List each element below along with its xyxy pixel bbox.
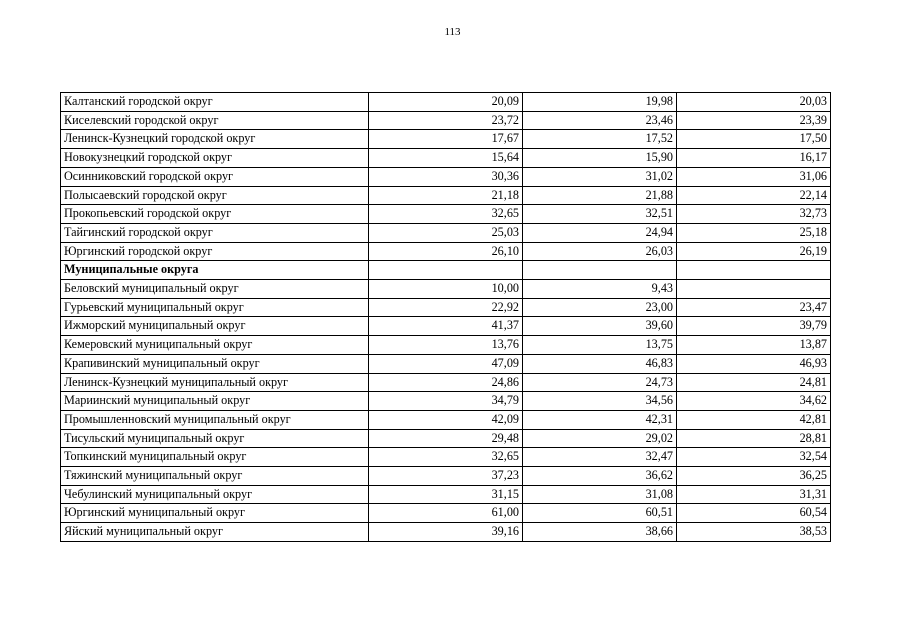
table-row — [61, 186, 831, 205]
row-value-cell: 38,53 — [677, 523, 831, 542]
page-number: 113 — [444, 26, 461, 38]
table-row — [61, 205, 831, 224]
row-value-cell: 24,94 — [523, 223, 677, 242]
row-value-cell: 26,19 — [677, 242, 831, 261]
row-name-cell: Прокопьевский городской округ — [61, 205, 369, 224]
row-name-cell: Ленинск-Кузнецкий городской округ — [61, 130, 369, 149]
row-value-cell: 32,51 — [523, 205, 677, 224]
row-value-cell: 47,09 — [369, 354, 523, 373]
row-value-cell: 23,46 — [523, 111, 677, 130]
table-row — [61, 523, 831, 542]
table-row — [61, 354, 831, 373]
row-value-cell: 24,86 — [369, 373, 523, 392]
row-value-cell — [677, 261, 831, 280]
row-value-cell: 36,62 — [523, 467, 677, 486]
row-name-cell: Осинниковский городской округ — [61, 167, 369, 186]
table-row — [61, 467, 831, 486]
table-row — [61, 223, 831, 242]
table-row — [61, 111, 831, 130]
row-value-cell — [523, 261, 677, 280]
row-value-cell: 15,64 — [369, 149, 523, 168]
row-name-cell: Яйский муниципальный округ — [61, 523, 369, 542]
row-name-cell: Юргинский городской округ — [61, 242, 369, 261]
row-value-cell: 19,98 — [523, 93, 677, 112]
row-value-cell: 28,81 — [677, 429, 831, 448]
row-value-cell: 20,09 — [369, 93, 523, 112]
table-row — [61, 317, 831, 336]
row-value-cell: 32,65 — [369, 205, 523, 224]
row-value-cell: 20,03 — [677, 93, 831, 112]
row-value-cell: 42,31 — [523, 410, 677, 429]
row-value-cell: 17,50 — [677, 130, 831, 149]
row-value-cell: 29,48 — [369, 429, 523, 448]
row-name-cell: Кемеровский муниципальный округ — [61, 336, 369, 355]
row-value-cell: 34,62 — [677, 392, 831, 411]
row-value-cell: 13,75 — [523, 336, 677, 355]
row-name-cell: Мариинский муниципальный округ — [61, 392, 369, 411]
row-value-cell: 13,87 — [677, 336, 831, 355]
table-row — [61, 410, 831, 429]
row-value-cell: 17,67 — [369, 130, 523, 149]
row-value-cell: 17,52 — [523, 130, 677, 149]
row-value-cell: 31,02 — [523, 167, 677, 186]
table-row — [61, 373, 831, 392]
table-row — [61, 167, 831, 186]
row-value-cell: 23,47 — [677, 298, 831, 317]
table-row — [61, 261, 831, 280]
row-name-cell: Тяжинский муниципальный округ — [61, 467, 369, 486]
row-name-cell: Топкинский муниципальный округ — [61, 448, 369, 467]
row-value-cell: 26,03 — [523, 242, 677, 261]
row-value-cell: 23,00 — [523, 298, 677, 317]
row-value-cell: 39,16 — [369, 523, 523, 542]
row-value-cell: 42,81 — [677, 410, 831, 429]
table-row — [61, 93, 831, 112]
table-row — [61, 336, 831, 355]
table-row — [61, 149, 831, 168]
row-value-cell: 13,76 — [369, 336, 523, 355]
row-value-cell: 22,92 — [369, 298, 523, 317]
row-value-cell: 24,81 — [677, 373, 831, 392]
row-value-cell: 32,54 — [677, 448, 831, 467]
row-value-cell: 15,90 — [523, 149, 677, 168]
row-name-cell: Гурьевский муниципальный округ — [61, 298, 369, 317]
row-name-cell: Муниципальные округа — [61, 261, 369, 280]
row-value-cell: 32,65 — [369, 448, 523, 467]
row-value-cell: 37,23 — [369, 467, 523, 486]
row-value-cell: 46,93 — [677, 354, 831, 373]
row-value-cell: 30,36 — [369, 167, 523, 186]
row-name-cell: Ленинск-Кузнецкий муниципальный округ — [61, 373, 369, 392]
row-value-cell: 60,54 — [677, 504, 831, 523]
row-value-cell: 25,18 — [677, 223, 831, 242]
row-value-cell: 24,73 — [523, 373, 677, 392]
table-row — [61, 298, 831, 317]
row-value-cell — [677, 280, 831, 299]
row-value-cell: 39,79 — [677, 317, 831, 336]
row-name-cell: Тисульский муниципальный округ — [61, 429, 369, 448]
row-value-cell: 9,43 — [523, 280, 677, 299]
data-table — [60, 92, 831, 542]
table-row — [61, 242, 831, 261]
row-name-cell: Калтанский городской округ — [61, 93, 369, 112]
row-value-cell: 23,39 — [677, 111, 831, 130]
table-row — [61, 504, 831, 523]
row-value-cell: 38,66 — [523, 523, 677, 542]
row-value-cell: 31,15 — [369, 485, 523, 504]
row-value-cell: 42,09 — [369, 410, 523, 429]
table-row — [61, 130, 831, 149]
row-value-cell: 25,03 — [369, 223, 523, 242]
row-value-cell: 21,88 — [523, 186, 677, 205]
row-name-cell: Тайгинский городской округ — [61, 223, 369, 242]
row-name-cell: Беловский муниципальный округ — [61, 280, 369, 299]
table-row — [61, 392, 831, 411]
row-value-cell: 41,37 — [369, 317, 523, 336]
table-row — [61, 485, 831, 504]
row-value-cell: 29,02 — [523, 429, 677, 448]
row-value-cell: 10,00 — [369, 280, 523, 299]
row-name-cell: Крапивинский муниципальный округ — [61, 354, 369, 373]
row-value-cell: 31,08 — [523, 485, 677, 504]
table-row — [61, 448, 831, 467]
row-name-cell: Полысаевский городской округ — [61, 186, 369, 205]
row-name-cell: Промышленновский муниципальный округ — [61, 410, 369, 429]
row-name-cell: Новокузнецкий городской округ — [61, 149, 369, 168]
row-value-cell: 31,06 — [677, 167, 831, 186]
row-value-cell — [369, 261, 523, 280]
row-value-cell: 61,00 — [369, 504, 523, 523]
row-value-cell: 39,60 — [523, 317, 677, 336]
row-value-cell: 34,79 — [369, 392, 523, 411]
table-row — [61, 280, 831, 299]
row-value-cell: 34,56 — [523, 392, 677, 411]
table-row — [61, 429, 831, 448]
row-value-cell: 32,47 — [523, 448, 677, 467]
row-value-cell: 36,25 — [677, 467, 831, 486]
row-value-cell: 21,18 — [369, 186, 523, 205]
row-name-cell: Чебулинский муниципальный округ — [61, 485, 369, 504]
row-value-cell: 32,73 — [677, 205, 831, 224]
row-value-cell: 46,83 — [523, 354, 677, 373]
row-value-cell: 60,51 — [523, 504, 677, 523]
table-body — [61, 93, 831, 542]
row-value-cell: 31,31 — [677, 485, 831, 504]
row-value-cell: 23,72 — [369, 111, 523, 130]
row-name-cell: Юргинский муниципальный округ — [61, 504, 369, 523]
row-name-cell: Ижморский муниципальный округ — [61, 317, 369, 336]
row-name-cell: Киселевский городской округ — [61, 111, 369, 130]
row-value-cell: 22,14 — [677, 186, 831, 205]
row-value-cell: 26,10 — [369, 242, 523, 261]
row-value-cell: 16,17 — [677, 149, 831, 168]
